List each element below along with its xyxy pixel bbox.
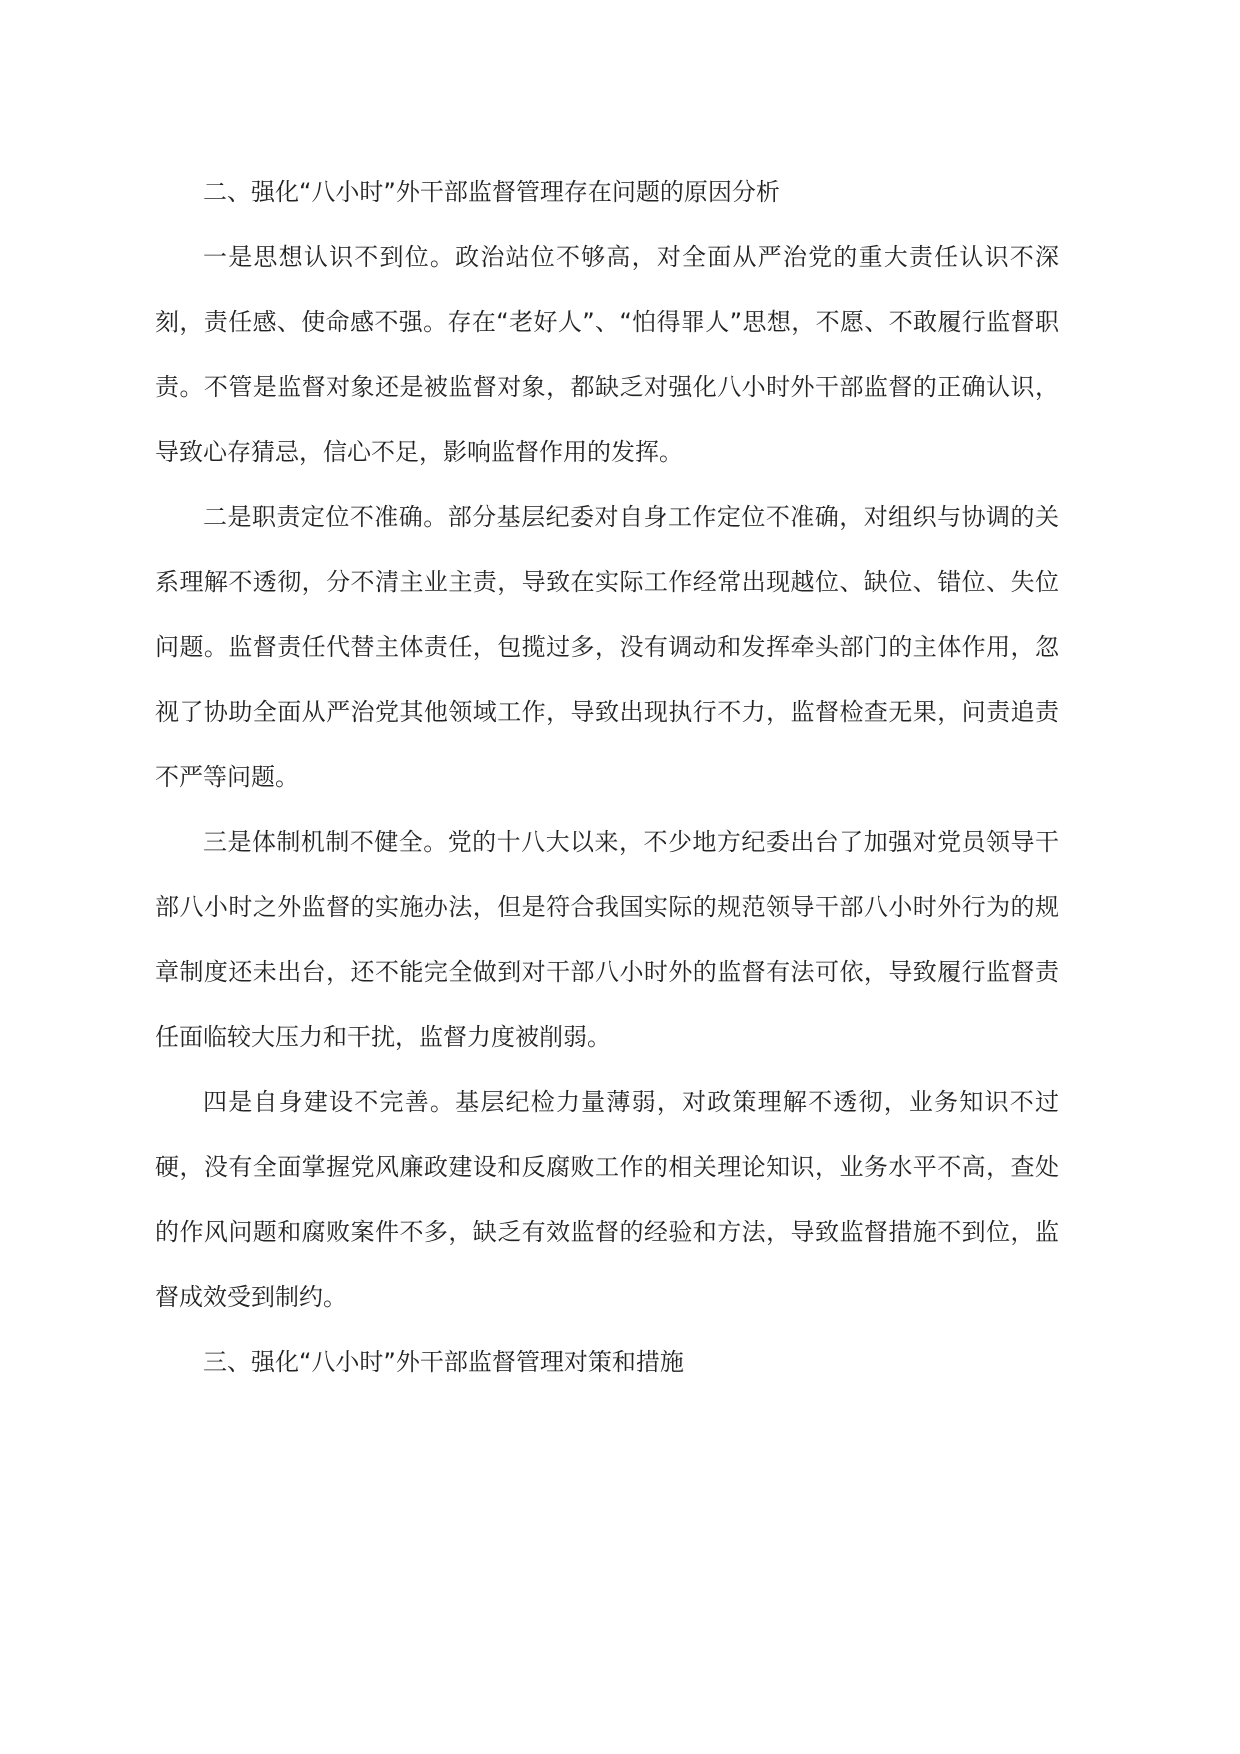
paragraph-self-construction: 四是自身建设不完善。基层纪检力量薄弱，对政策理解不透彻，业务知识不过硬，没有全面掌握党风廉政建设和反腐败工作的相关理论知识，业务水平不高，查处的作风问题和腐败案件不多，缺乏有效监督的经验和方法，导致监督措施不到位，监督成效受到制约。 (155, 1088, 1059, 1311)
document-body (155, 160, 1059, 1395)
paragraph-institutional-mechanism: 三是体制机制不健全。党的十八大以来，不少地方纪委出台了加强对党员领导干部八小时之外监督的实施办法，但是符合我国实际的规范领导干部八小时外行为的规章制度还未出台，还不能完全做到对干部八小时外的监督有法可依，导致履行监督责任面临较大压力和干扰，监督力度被削弱。 (155, 828, 1059, 1051)
section-heading-countermeasures: 三、强化“八小时”外干部监督管理对策和措施 (203, 1348, 684, 1376)
section-heading-causes: 二、强化“八小时”外干部监督管理存在问题的原因分析 (203, 178, 780, 206)
paragraph-responsibility-positioning: 二是职责定位不准确。部分基层纪委对自身工作定位不准确，对组织与协调的关系理解不透彻，分不清主业主责，导致在实际工作经常出现越位、缺位、错位、失位问题。监督责任代替主体责任，包揽过多，没有调动和发挥牵头部门的主体作用，忽视了协助全面从严治党其他领域工作，导致出现执行不力，监督检查无果，问责追责不严等问题。 (155, 503, 1059, 791)
paragraph-ideological-awareness: 一是思想认识不到位。政治站位不够高，对全面从严治党的重大责任认识不深刻，责任感、使命感不强。存在“老好人”、“怕得罪人”思想，不愿、不敢履行监督职责。不管是监督对象还是被监督对象，都缺乏对强化八小时外干部监督的正确认识，导致心存猜忌，信心不足，影响监督作用的发挥。 (155, 243, 1059, 466)
